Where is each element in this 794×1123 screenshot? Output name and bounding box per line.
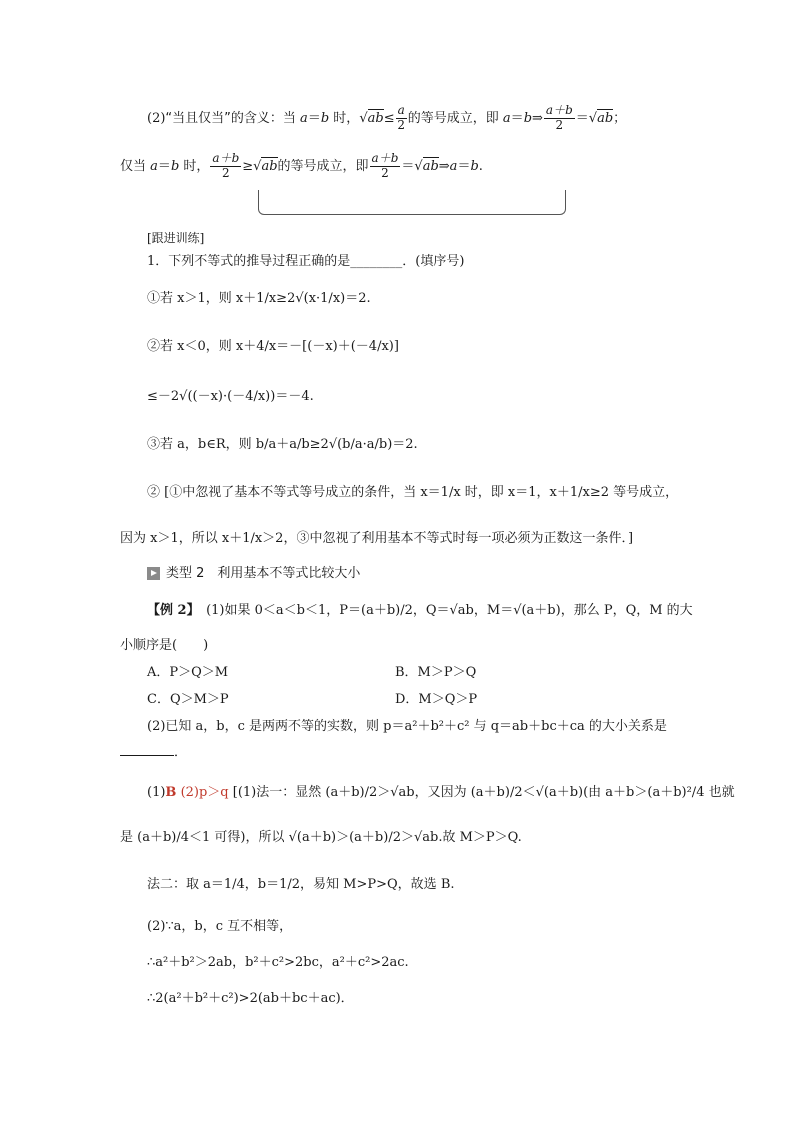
exercise-question-1: 1．下列不等式的推导过程正确的是________．(填序号)	[147, 254, 465, 269]
answer-2: (2)p＞q	[180, 785, 229, 800]
equality-condition-line-1: (2)“当且仅当”的含义：当 a＝b 时，√ab≤ $\frac{a}{2}$ 的等号成立，即 a＝b⇒ $\frac{a+b}{2}$ ＝√ab；	[147, 103, 627, 132]
example-2-question-1a	[147, 604, 693, 617]
exercise-option-2a: ②若 x＜0，则 x＋4/x＝－[(－x)＋(－4/x)]	[147, 339, 399, 354]
exercise-option-1: ①若 x＞1，则 x＋1/x≥2√(x·1/x)＝2.	[147, 291, 371, 306]
solution-line-2: 是 (a＋b)/4＜1 可得)，所以 √(a＋b)＞(a＋b)/2＞√ab.故 M＞P＞Q.	[120, 830, 522, 845]
example-2-question-2: (2)已知 a，b，c 是两两不等的实数，则 p＝a²＋b²＋c² 与 q＝ab＋bc＋ca 的大小关系是	[147, 719, 667, 734]
solution-line-1	[147, 786, 735, 799]
example-2-question-1b: 小顺序是( )	[120, 638, 209, 653]
example-2-question-2-blank: ．	[120, 746, 187, 759]
solution-line-5: ∴a²＋b²＞2ab，b²＋c²>2bc，a²＋c²>2ac.	[147, 955, 409, 970]
exercise-answer-line-2: 因为 x＞1，所以 x＋1/x＞2，③中忽视了利用基本不等式时每一项必须为正数这一条件．]	[120, 531, 634, 546]
example-2-option-a: A．P＞Q＞M	[147, 665, 229, 680]
exercise-option-3: ③若 a，b∈R，则 b/a＋a/b≥2√(b/a·a/b)＝2.	[147, 437, 418, 452]
exercise-answer-line-1: ② [①中忽视了基本不等式等号成立的条件，当 x＝1/x 时，即 x＝1，x＋1/x≥2 等号成立，	[147, 485, 679, 500]
empty-bracket-box	[258, 190, 566, 215]
solution-text-1: [(1)法一：显然 (a＋b)/2＞√ab，又因为 (a＋b)/2＜√(a＋b)(由 a＋b＞(a＋b)²/4 也就	[232, 785, 735, 800]
example-2-tag: 【例 2】	[147, 603, 194, 618]
solution-line-3: 法二：取 a＝1/4，b＝1/2，易知 M>P>Q，故选 B.	[147, 877, 455, 892]
type-2-title: 利用基本不等式比较大小	[217, 566, 361, 581]
solution-line-4: (2)∵a，b，c 互不相等，	[147, 919, 293, 934]
equality-condition-line-2: 仅当 a＝b 时， $\frac{a+b}{2}$ ≥√ab的等号成立，即 $\frac{a+b}{2}$ ＝√ab⇒a＝b.	[120, 151, 483, 180]
exercise-option-2b: ≤－2√((－x)·(－4/x))＝－4.	[147, 389, 314, 404]
example-2-option-d: D．M＞Q＞P	[395, 692, 478, 707]
type-2-heading	[147, 567, 360, 580]
play-triangle-icon	[147, 567, 160, 580]
answer-1: (1)B	[147, 785, 177, 800]
example-2-option-b: B．M＞P＞Q	[395, 665, 477, 680]
example-2-q1a-text: (1)如果 0＜a＜b＜1，P＝(a＋b)/2，Q＝√ab，M＝√(a＋b)，那么 P，Q，M 的大	[206, 603, 693, 618]
type-2-label: 类型 2	[166, 566, 205, 581]
example-2-option-c: C．Q＞M＞P	[147, 692, 229, 707]
exercise-header: [跟进训练]	[147, 231, 205, 245]
solution-line-6: ∴2(a²＋b²＋c²)>2(ab＋bc＋ac)．	[147, 991, 354, 1006]
